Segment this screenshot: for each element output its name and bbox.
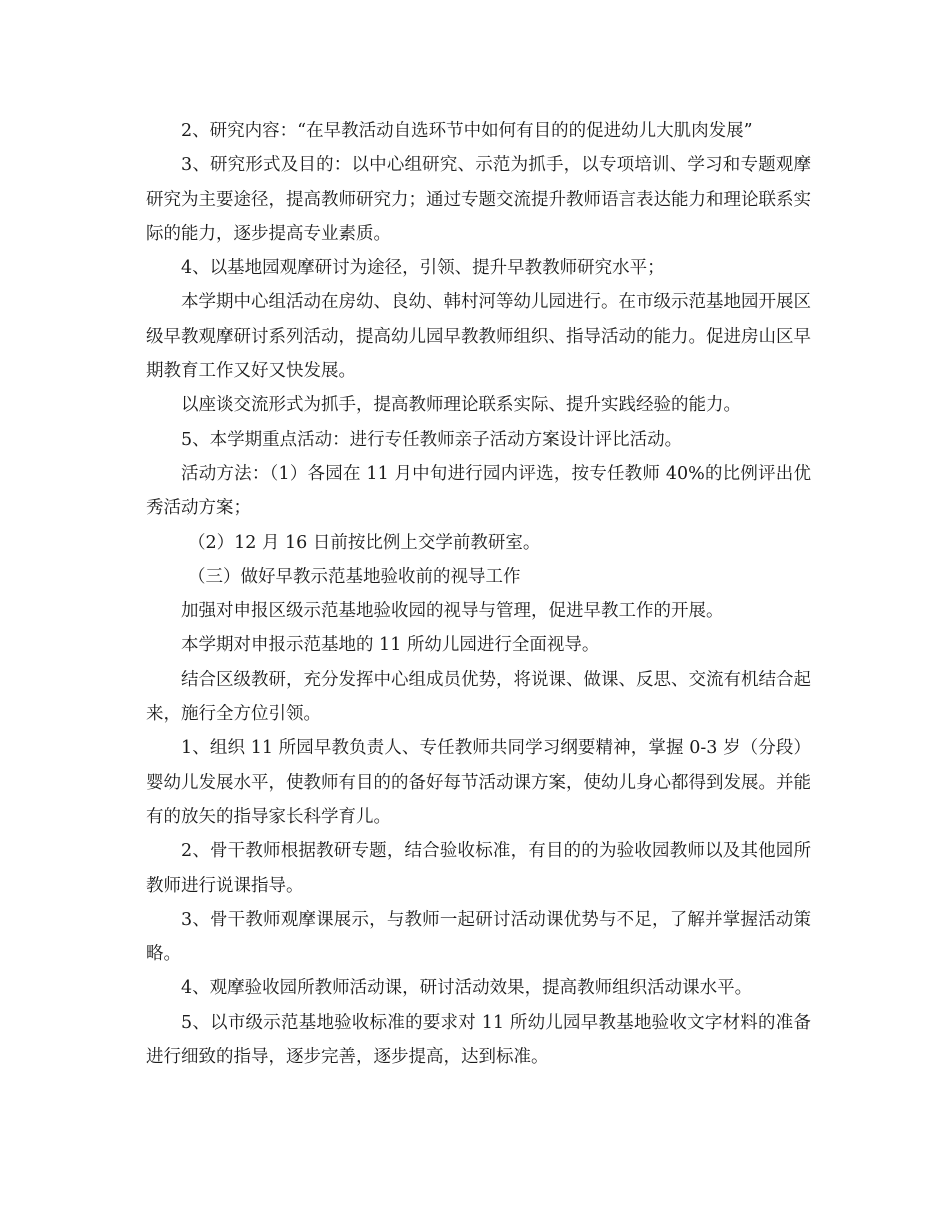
paragraph-center-group-activities: 本学期中心组活动在房幼、良幼、韩村河等幼儿园进行。在市级示范基地园开展区级早教观摩研讨系列活动，提高幼儿园早教教师组织、指导活动的能力。促进房山区早期教育工作又好又快发展。 — [146, 292, 811, 382]
paragraph-discussion-format: 以座谈交流形式为抓手，提高教师理论联系实际、提升实践经验的能力。 — [181, 395, 741, 416]
paragraph-item-2-backbone-teachers: 2、骨干教师根据教研专题，结合验收标准，有目的的为验收园教师以及其他园所教师进行说课指导。 — [146, 841, 811, 896]
paragraph-item-4-observe-lessons: 4、观摩验收园所教师活动课，研讨活动效果，提高教师组织活动课水平。 — [181, 978, 753, 999]
document-body — [146, 114, 811, 1074]
paragraph-full-inspection: 本学期对申报示范基地的 11 所幼儿园进行全面视导。 — [181, 635, 600, 656]
paragraph-strengthen-inspection: 加强对申报区级示范基地验收园的视导与管理，促进早教工作的开展。 — [181, 601, 724, 622]
paragraph-key-activity: 5、本学期重点活动：进行专任教师亲子活动方案设计评比活动。 — [181, 429, 683, 450]
paragraph-research-form: 3、研究形式及目的：以中心组研究、示范为抓手，以专项培训、学习和专题观摩研究为主要途径，提高教师研究力；通过专题交流提升教师语言表达能力和理论联系实际的能力，逐步提高专业素质。 — [146, 155, 811, 244]
paragraph-activity-method: 活动方法：（1）各园在 11 月中旬进行园内评选，按专任教师 40%的比例评出优秀活动方案； — [146, 463, 812, 519]
paragraph-item-5-standards: 5、以市级示范基地验收标准的要求对 11 所幼儿园早教基地验收文字材料的准备进行细致的指导，逐步完善，逐步提高，达到标准。 — [146, 1012, 811, 1068]
paragraph-item-3-demo-lessons: 3、骨干教师观摩课展示，与教师一起研讨活动课优势与不足，了解并掌握活动策略。 — [146, 909, 811, 965]
paragraph-submission-deadline: （2）12 月 16 日前按比例上交学前教研室。 — [188, 532, 541, 553]
paragraph-research-content: 2、研究内容：“在早教活动自选环节中如何有目的的促进幼儿大肌肉发展” — [181, 121, 753, 141]
section-heading-inspection: （三）做好早教示范基地验收前的视导工作 — [188, 566, 521, 587]
paragraph-base-observation: 4、以基地园观摩研讨为途径，引领、提升早教教师研究水平； — [181, 258, 665, 279]
paragraph-district-research: 结合区级教研，充分发挥中心组成员优势，将说课、做课、反思、交流有机结合起来，施行全方位引领。 — [146, 669, 811, 725]
paragraph-item-1-organize: 1、组织 11 所园早教负责人、专任教师共同学习纲要精神，掌握 0-3 岁（分段）婴幼儿发展水平，使教师有目的的备好每节活动课方案，使幼儿身心都得到发展。并能有的放矢的指导家长科学育儿。 — [146, 738, 811, 827]
